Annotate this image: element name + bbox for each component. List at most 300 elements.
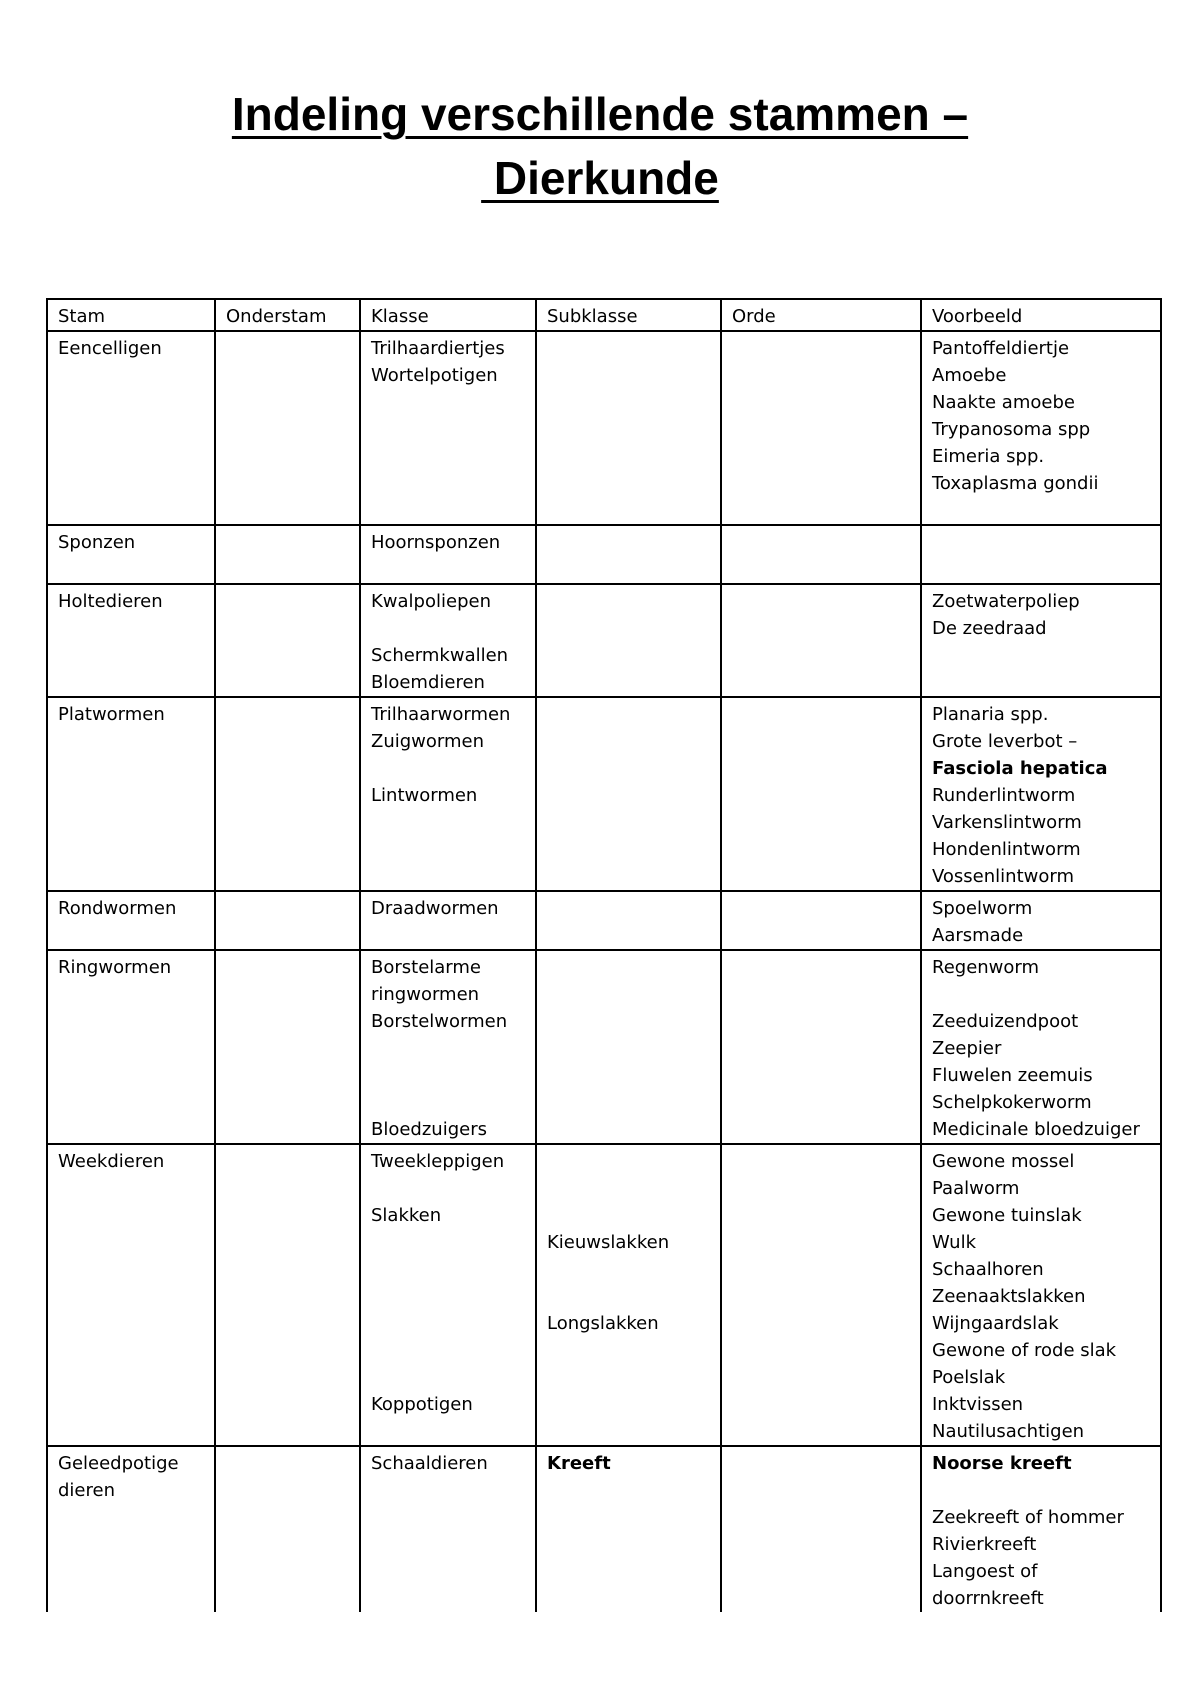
- cell-line: [547, 529, 710, 556]
- cell-line: [547, 1148, 710, 1175]
- cell-line: Holtedieren: [58, 591, 163, 612]
- cell-line: Weekdieren: [58, 1151, 165, 1172]
- cell-line: [371, 389, 525, 416]
- cell-line: [371, 755, 525, 782]
- cell-line: [732, 642, 910, 669]
- cell-line: [547, 1089, 710, 1116]
- cell-line: [226, 416, 349, 443]
- cell-line: [732, 1175, 910, 1202]
- cell-line: [226, 588, 349, 615]
- cell-subklasse: [536, 891, 721, 950]
- cell-line: [371, 1035, 525, 1062]
- classification-table: [46, 298, 1162, 1612]
- cell-line: [226, 615, 349, 642]
- cell-line: [547, 1035, 710, 1062]
- cell-line: [547, 389, 710, 416]
- cell-line: Schaaldieren: [371, 1453, 488, 1474]
- cell-line: [732, 588, 910, 615]
- cell-line: [547, 1008, 710, 1035]
- cell-line: [226, 1391, 349, 1418]
- cell-line: [732, 981, 910, 1008]
- cell-line: [732, 1364, 910, 1391]
- cell-line: [732, 1337, 910, 1364]
- cell-line: [371, 556, 525, 583]
- cell-line: Trypanosoma spp: [932, 419, 1091, 440]
- cell-line: [547, 954, 710, 981]
- cell-voorbeeld: [921, 697, 1161, 891]
- cell-line: [226, 335, 349, 362]
- cell-line: [226, 1531, 349, 1558]
- table-body: [47, 331, 1161, 1612]
- cell-onderstam: [215, 1446, 360, 1612]
- cell-line: Wijngaardslak: [932, 1313, 1059, 1334]
- cell-line: [732, 443, 910, 470]
- cell-orde: [721, 697, 921, 891]
- cell-line: [58, 1008, 204, 1035]
- table-row: [47, 584, 1161, 697]
- cell-line: Platwormen: [58, 704, 165, 725]
- cell-line: Draadwormen: [371, 898, 499, 919]
- cell-line: Koppotigen: [371, 1394, 473, 1415]
- cell-line: [732, 836, 910, 863]
- cell-line: [371, 443, 525, 470]
- cell-line: Runderlintworm: [932, 785, 1076, 806]
- cell-line: [226, 556, 349, 583]
- cell-line: [58, 1391, 204, 1418]
- cell-orde: [721, 950, 921, 1144]
- cell-line: [226, 1418, 349, 1445]
- cell-line: Fasciola hepatica: [932, 758, 1108, 779]
- cell-line: [371, 1256, 525, 1283]
- cell-stam: [47, 1446, 215, 1612]
- cell-line: [58, 1585, 204, 1612]
- cell-line: [226, 755, 349, 782]
- cell-line: [732, 1089, 910, 1116]
- cell-orde: [721, 331, 921, 525]
- cell-line: Wortelpotigen: [371, 365, 498, 386]
- cell-line: [547, 362, 710, 389]
- cell-onderstam: [215, 331, 360, 525]
- cell-klasse: [360, 1144, 536, 1446]
- cell-line: [547, 588, 710, 615]
- cell-line: [58, 1062, 204, 1089]
- cell-line: Aarsmade: [932, 925, 1024, 946]
- cell-line: [226, 1116, 349, 1143]
- cell-line: Zeekreeft of hommer: [932, 1507, 1124, 1528]
- cell-line: [547, 615, 710, 642]
- cell-line: Rivierkreeft: [932, 1534, 1037, 1555]
- cell-line: [226, 782, 349, 809]
- cell-line: [547, 556, 710, 583]
- cell-line: [547, 497, 710, 524]
- cell-line: [732, 416, 910, 443]
- cell-line: Nautilusachtigen: [932, 1421, 1085, 1442]
- cell-line: Ringwormen: [58, 957, 172, 978]
- cell-stam: [47, 950, 215, 1144]
- cell-line: Zeenaaktslakken: [932, 1286, 1086, 1307]
- cell-line: [732, 615, 910, 642]
- cell-line: [547, 809, 710, 836]
- page-title-line-2: Dierkunde: [481, 152, 719, 204]
- cell-line: [226, 1450, 349, 1477]
- cell-line: [226, 1256, 349, 1283]
- cell-subklasse: [536, 584, 721, 697]
- cell-klasse: [360, 331, 536, 525]
- table-row: [47, 1144, 1161, 1446]
- cell-line: [732, 556, 910, 583]
- cell-line: [732, 1116, 910, 1143]
- cell-line: Fluwelen zeemuis: [932, 1065, 1093, 1086]
- cell-stam: [47, 697, 215, 891]
- cell-line: Slakken: [371, 1205, 442, 1226]
- cell-line: [226, 863, 349, 890]
- cell-klasse: [360, 950, 536, 1144]
- table-row: [47, 525, 1161, 584]
- cell-line: [547, 416, 710, 443]
- cell-line: [732, 1035, 910, 1062]
- cell-line: [932, 981, 1150, 1008]
- cell-line: [58, 755, 204, 782]
- column-header-stam: Stam: [47, 299, 215, 331]
- cell-line: [547, 1256, 710, 1283]
- cell-line: Borstelarme: [371, 957, 481, 978]
- page-title-line-1: Indeling verschillende stammen –: [231, 88, 969, 140]
- cell-line: [58, 615, 204, 642]
- cell-line: Medicinale bloedzuiger: [932, 1119, 1140, 1140]
- cell-line: [58, 1418, 204, 1445]
- cell-line: [226, 809, 349, 836]
- cell-line: Gewone of rode slak: [932, 1340, 1117, 1361]
- cell-line: [547, 669, 710, 696]
- cell-line: Eencelligen: [58, 338, 162, 359]
- cell-line: [932, 556, 1150, 583]
- cell-line: [371, 1337, 525, 1364]
- cell-line: [58, 728, 204, 755]
- cell-line: [226, 1148, 349, 1175]
- cell-line: [58, 362, 204, 389]
- cell-line: [732, 728, 910, 755]
- cell-line: [58, 443, 204, 470]
- cell-line: Inktvissen: [932, 1394, 1024, 1415]
- cell-onderstam: [215, 950, 360, 1144]
- cell-line: [226, 1229, 349, 1256]
- cell-line: [732, 1229, 910, 1256]
- cell-line: [547, 1585, 710, 1612]
- cell-line: [547, 1116, 710, 1143]
- cell-line: [732, 1256, 910, 1283]
- cell-line: [226, 362, 349, 389]
- cell-onderstam: [215, 525, 360, 584]
- cell-line: [547, 755, 710, 782]
- cell-line: Paalworm: [932, 1178, 1020, 1199]
- cell-line: [226, 701, 349, 728]
- cell-line: [58, 1531, 204, 1558]
- cell-line: [226, 443, 349, 470]
- cell-line: Schermkwallen: [371, 645, 509, 666]
- cell-line: Schelpkokerworm: [932, 1092, 1092, 1113]
- cell-line: [547, 642, 710, 669]
- cell-subklasse: [536, 331, 721, 525]
- cell-line: [547, 728, 710, 755]
- cell-onderstam: [215, 891, 360, 950]
- cell-line: [226, 1558, 349, 1585]
- cell-line: Zoetwaterpoliep: [932, 591, 1080, 612]
- cell-stam: [47, 1144, 215, 1446]
- cell-line: [58, 1089, 204, 1116]
- cell-voorbeeld: [921, 525, 1161, 584]
- cell-line: [58, 497, 204, 524]
- cell-line: [732, 669, 910, 696]
- table-header-row: [47, 299, 1161, 331]
- cell-line: [371, 416, 525, 443]
- cell-line: Sponzen: [58, 532, 136, 553]
- cell-line: [58, 1364, 204, 1391]
- cell-line: Pantoffeldiertje: [932, 338, 1070, 359]
- cell-line: [58, 1175, 204, 1202]
- cell-line: Kreeft: [547, 1453, 611, 1474]
- cell-line: Amoebe: [932, 365, 1007, 386]
- cell-line: Poelslak: [932, 1367, 1006, 1388]
- cell-voorbeeld: [921, 1144, 1161, 1446]
- cell-line: Tweekleppigen: [371, 1151, 505, 1172]
- cell-line: Zeepier: [932, 1038, 1002, 1059]
- cell-onderstam: [215, 697, 360, 891]
- cell-line: [547, 895, 710, 922]
- cell-line: [371, 1558, 525, 1585]
- cell-line: [371, 1504, 525, 1531]
- cell-line: [58, 1337, 204, 1364]
- cell-line: [932, 1477, 1150, 1504]
- cell-line: [371, 615, 525, 642]
- cell-line: [547, 782, 710, 809]
- cell-orde: [721, 891, 921, 950]
- cell-klasse: [360, 891, 536, 950]
- cell-line: [371, 1283, 525, 1310]
- cell-line: [226, 642, 349, 669]
- cell-subklasse: [536, 697, 721, 891]
- cell-line: Kieuwslakken: [547, 1232, 670, 1253]
- cell-orde: [721, 1144, 921, 1446]
- cell-line: [732, 755, 910, 782]
- cell-voorbeeld: [921, 331, 1161, 525]
- cell-line: [371, 1310, 525, 1337]
- cell-line: [226, 1089, 349, 1116]
- cell-line: [371, 1089, 525, 1116]
- cell-line: [732, 1008, 910, 1035]
- cell-line: Toxaplasma gondii: [932, 473, 1099, 494]
- cell-line: [732, 470, 910, 497]
- cell-line: [732, 1418, 910, 1445]
- cell-line: [58, 1256, 204, 1283]
- cell-line: Varkenslintworm: [932, 812, 1082, 833]
- cell-klasse: [360, 584, 536, 697]
- cell-line: [547, 701, 710, 728]
- column-header-orde: Orde: [721, 299, 921, 331]
- cell-line: [371, 809, 525, 836]
- cell-line: [732, 1504, 910, 1531]
- cell-line: [732, 497, 910, 524]
- cell-line: [58, 809, 204, 836]
- cell-line: [371, 497, 525, 524]
- cell-line: [371, 1062, 525, 1089]
- cell-line: Regenworm: [932, 957, 1040, 978]
- cell-line: [226, 1283, 349, 1310]
- cell-line: [547, 981, 710, 1008]
- cell-subklasse: [536, 950, 721, 1144]
- cell-line: [226, 1364, 349, 1391]
- cell-line: [371, 836, 525, 863]
- cell-line: [732, 362, 910, 389]
- cell-voorbeeld: [921, 950, 1161, 1144]
- cell-line: [732, 863, 910, 890]
- cell-line: [371, 470, 525, 497]
- cell-line: Rondwormen: [58, 898, 177, 919]
- cell-line: [732, 1477, 910, 1504]
- cell-line: Spoelworm: [932, 898, 1033, 919]
- page-title: [0, 82, 1200, 210]
- cell-line: [732, 1450, 910, 1477]
- cell-line: [732, 1391, 910, 1418]
- cell-line: Kwalpoliepen: [371, 591, 491, 612]
- cell-line: [547, 1062, 710, 1089]
- cell-line: [732, 954, 910, 981]
- cell-line: [58, 1035, 204, 1062]
- cell-line: dieren: [58, 1480, 115, 1501]
- cell-line: Zuigwormen: [371, 731, 485, 752]
- cell-line: [547, 836, 710, 863]
- cell-line: Trilhaarwormen: [371, 704, 511, 725]
- cell-line: [58, 1558, 204, 1585]
- cell-line: Longslakken: [547, 1313, 659, 1334]
- column-header-voorbeeld: Voorbeeld: [921, 299, 1161, 331]
- cell-line: [58, 389, 204, 416]
- cell-line: Wulk: [932, 1232, 976, 1253]
- cell-line: [58, 642, 204, 669]
- column-header-klasse: Klasse: [360, 299, 536, 331]
- cell-line: [732, 1202, 910, 1229]
- cell-onderstam: [215, 1144, 360, 1446]
- cell-line: [226, 981, 349, 1008]
- table-row: [47, 950, 1161, 1144]
- table-row: [47, 891, 1161, 950]
- cell-line: [226, 1504, 349, 1531]
- cell-line: Geleedpotige: [58, 1453, 179, 1474]
- cell-stam: [47, 891, 215, 950]
- cell-line: Lintwormen: [371, 785, 478, 806]
- cell-stam: [47, 331, 215, 525]
- cell-line: Noorse kreeft: [932, 1453, 1072, 1474]
- cell-voorbeeld: [921, 891, 1161, 950]
- cell-line: Hondenlintworm: [932, 839, 1081, 860]
- cell-line: [932, 529, 1150, 556]
- cell-line: [732, 922, 910, 949]
- cell-line: [226, 1202, 349, 1229]
- cell-klasse: [360, 697, 536, 891]
- cell-line: [732, 1148, 910, 1175]
- cell-line: [547, 1202, 710, 1229]
- cell-line: Bloemdieren: [371, 672, 485, 693]
- cell-line: [547, 922, 710, 949]
- cell-line: [371, 1477, 525, 1504]
- cell-line: [732, 389, 910, 416]
- cell-line: Borstelwormen: [371, 1011, 508, 1032]
- cell-line: De zeedraad: [932, 618, 1047, 639]
- cell-line: [58, 1229, 204, 1256]
- cell-line: [371, 1531, 525, 1558]
- cell-line: Gewone mossel: [932, 1151, 1075, 1172]
- cell-line: [371, 1585, 525, 1612]
- cell-line: [58, 669, 204, 696]
- cell-line: [547, 1337, 710, 1364]
- cell-line: [58, 1116, 204, 1143]
- cell-subklasse: [536, 1446, 721, 1612]
- cell-line: [547, 1504, 710, 1531]
- cell-line: [732, 1310, 910, 1337]
- cell-line: Hoornsponzen: [371, 532, 501, 553]
- cell-line: Zeeduizendpoot: [932, 1011, 1079, 1032]
- cell-line: [58, 1202, 204, 1229]
- cell-line: [732, 529, 910, 556]
- cell-line: Eimeria spp.: [932, 446, 1045, 467]
- cell-line: [547, 863, 710, 890]
- cell-line: Vossenlintworm: [932, 866, 1074, 887]
- column-header-onderstam: Onderstam: [215, 299, 360, 331]
- cell-line: [547, 335, 710, 362]
- cell-voorbeeld: [921, 584, 1161, 697]
- cell-line: [371, 922, 525, 949]
- cell-line: Naakte amoebe: [932, 392, 1075, 413]
- cell-line: [547, 1283, 710, 1310]
- cell-line: [58, 416, 204, 443]
- cell-line: [547, 1418, 710, 1445]
- cell-line: [226, 895, 349, 922]
- cell-line: [226, 836, 349, 863]
- cell-line: [371, 1364, 525, 1391]
- cell-line: [732, 701, 910, 728]
- cell-line: [732, 335, 910, 362]
- cell-line: [547, 1391, 710, 1418]
- cell-line: [371, 1229, 525, 1256]
- cell-line: [226, 470, 349, 497]
- cell-line: [226, 1337, 349, 1364]
- cell-line: [547, 1175, 710, 1202]
- cell-line: [226, 1585, 349, 1612]
- cell-line: [226, 1477, 349, 1504]
- cell-line: [58, 922, 204, 949]
- cell-line: [547, 1531, 710, 1558]
- cell-orde: [721, 525, 921, 584]
- cell-onderstam: [215, 584, 360, 697]
- cell-line: [226, 728, 349, 755]
- cell-klasse: [360, 1446, 536, 1612]
- cell-line: [547, 1364, 710, 1391]
- cell-klasse: [360, 525, 536, 584]
- table-row: [47, 331, 1161, 525]
- cell-line: [371, 1175, 525, 1202]
- cell-line: ringwormen: [371, 984, 480, 1005]
- cell-line: [732, 1062, 910, 1089]
- cell-line: [547, 443, 710, 470]
- cell-line: [732, 1531, 910, 1558]
- cell-line: Grote leverbot –: [932, 731, 1078, 752]
- cell-line: [58, 836, 204, 863]
- cell-line: Planaria spp.: [932, 704, 1049, 725]
- cell-orde: [721, 584, 921, 697]
- cell-line: [732, 1283, 910, 1310]
- cell-line: [58, 1283, 204, 1310]
- cell-subklasse: [536, 525, 721, 584]
- cell-line: [732, 782, 910, 809]
